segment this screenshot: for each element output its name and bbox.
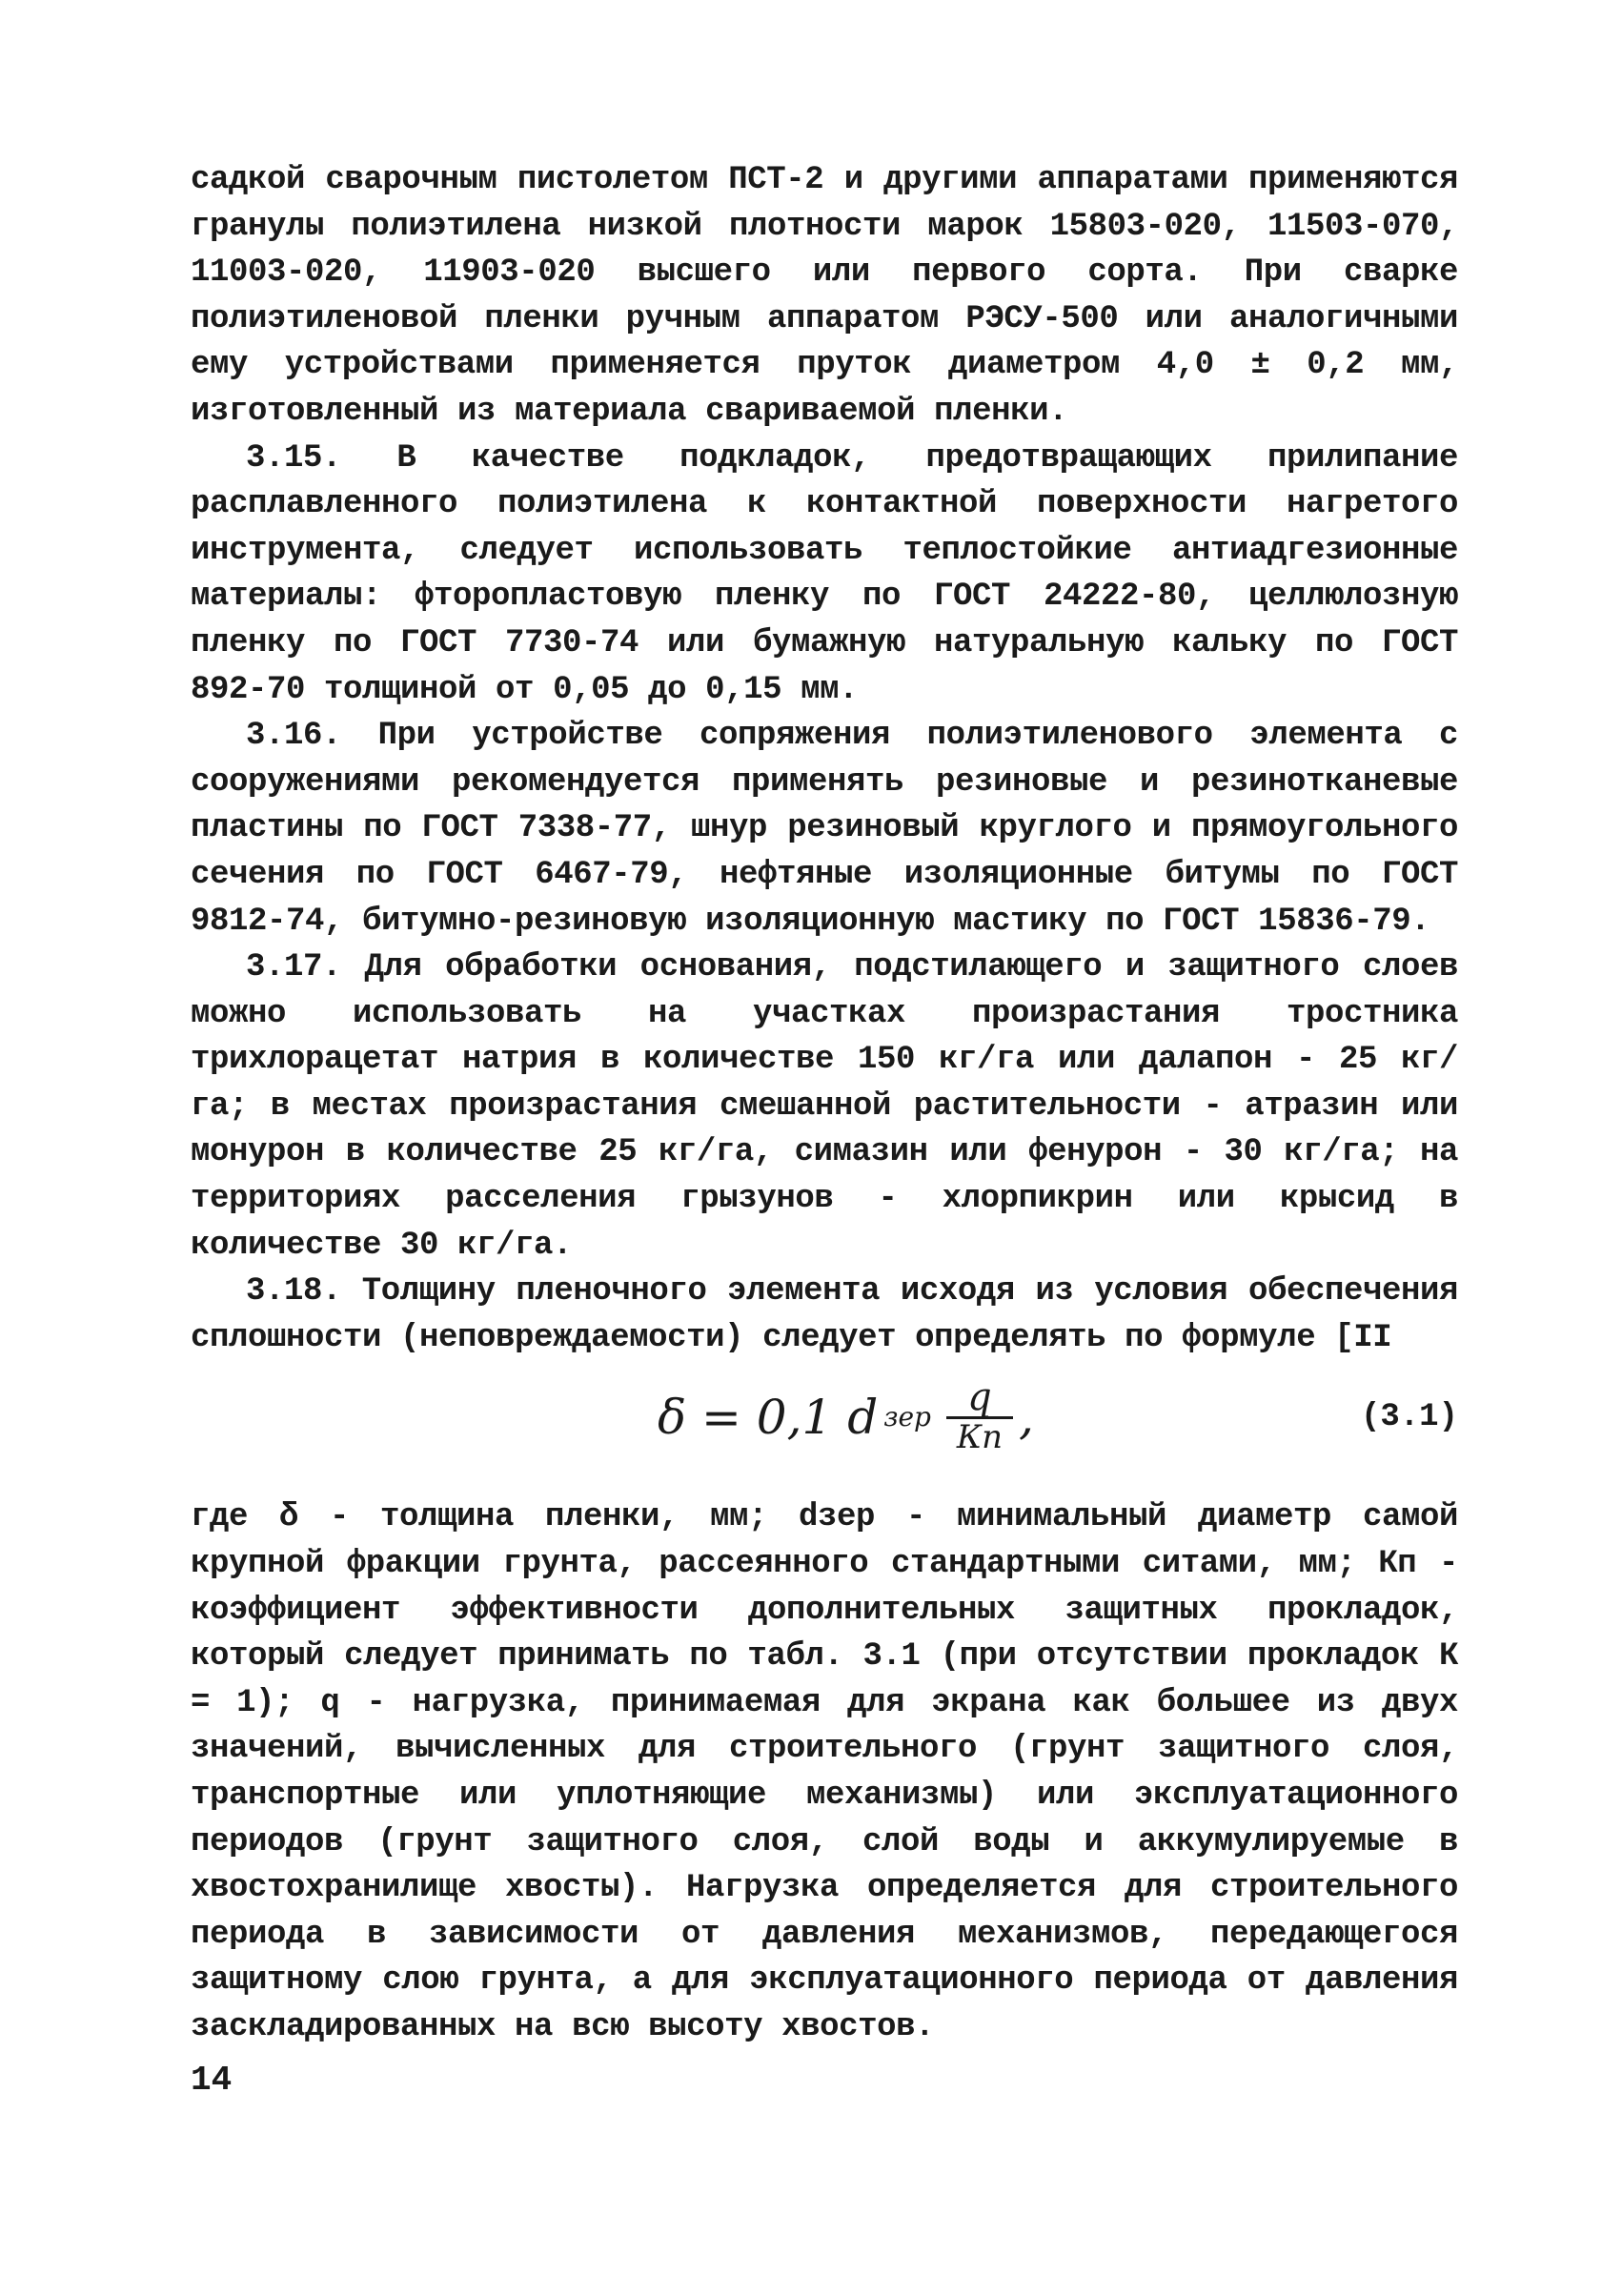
paragraph-continuation: садкой сварочным пистолетом ПСТ-2 и другими аппаратами применяются гранулы полиэтилена низкой плотности марок 15803-020, 11503-070, 11003-020, 11903-020 высшего или первого сорта. При сварке полиэтиленовой пленки ручным аппаратом РЭСУ-500 или аналогичными ему устройствами применяется пруток диаметром 4,0 ± 0,2 мм, изготовленный из материала свариваемой пленки. [191,162,1458,430]
paragraph-3-18: 3.18. Толщину пленочного элемента исходя из условия обеспечения сплошности (неповреждаемости) следует определять по формуле [II [191,1273,1458,1356]
page-number: 14 [191,2060,233,2100]
paragraph-3-16: 3.16. При устройстве сопряжения полиэтиленового элемента с сооружениями рекомендуется применять резиновые и резинотканевые пластины по ГОСТ 7338-77, шнур резиновый круглого и прямоугольного сечения по ГОСТ 6467-79, нефтяные изоляционные битумы по ГОСТ 9812-74, битумно-резиновую изоляционную мастику по ГОСТ 15836-79. [191,718,1458,940]
formula-3-1 [658,1375,1034,1457]
formula-number: (3.1) [1360,1399,1458,1436]
formula-fraction [946,1375,1013,1457]
formula-denominator: Кп [956,1418,1004,1457]
paragraph-definitions: где δ - толщина пленки, мм; dзер - минимальный диаметр самой крупной фракции грунта, рассеянного стандартными ситами, мм; Кп - коэффициент эффективности дополнительных защитных прокладок, который следует принимать по табл. 3.1 (при отсутствии прокладок К = 1); q - нагрузка, принимаемая для экрана как большее из двух значений, вычисленных для строительного (грунт защитного слоя, транспортные или уплотняющие механизмы) или эксплуатационного периодов (грунт защитного слоя, слой воды и аккумулируемые в хвостохранилище хвосты). Нагрузка определяется для строительного периода в зависимости от давления механизмов, передающегося защитному слою грунта, а для эксплуатационного периода от давления заскладированных на всю высоту хвостов. [191,1499,1458,2045]
document-page [191,157,1458,2100]
formula-subscript: зер [883,1401,931,1433]
paragraph-3-15: 3.15. В качестве подкладок, предотвращающих прилипание расплавленного полиэтилена к контактной поверхности нагретого инструмента, следует использовать теплостойкие антиадгезионные материалы: фторопластовую пленку по ГОСТ 24222-80, целлюлозную пленку по ГОСТ 7730-74 или бумажную натуральную кальку по ГОСТ 892-70 толщиной от 0,05 до 0,15 мм. [191,439,1458,708]
formula-block [191,1371,1458,1475]
formula-numerator: q [967,1375,992,1420]
paragraph-3-17: 3.17. Для обработки основания, подстилающего и защитного слоев можно использовать на участках произрастания тростника трихлорацетат натрия в количестве 150 кг/га или далапон - 25 кг/га; в местах произрастания смешанной растительности - атразин или монурон в количестве 25 кг/га, симазин или фенурон - 30 кг/га; на территориях расселения грызунов - хлорпикрин или крысид в количестве 30 кг/га. [191,949,1458,1264]
formula-trail: , [1018,1389,1034,1445]
formula-lhs: δ = 0,1 d [658,1389,879,1445]
